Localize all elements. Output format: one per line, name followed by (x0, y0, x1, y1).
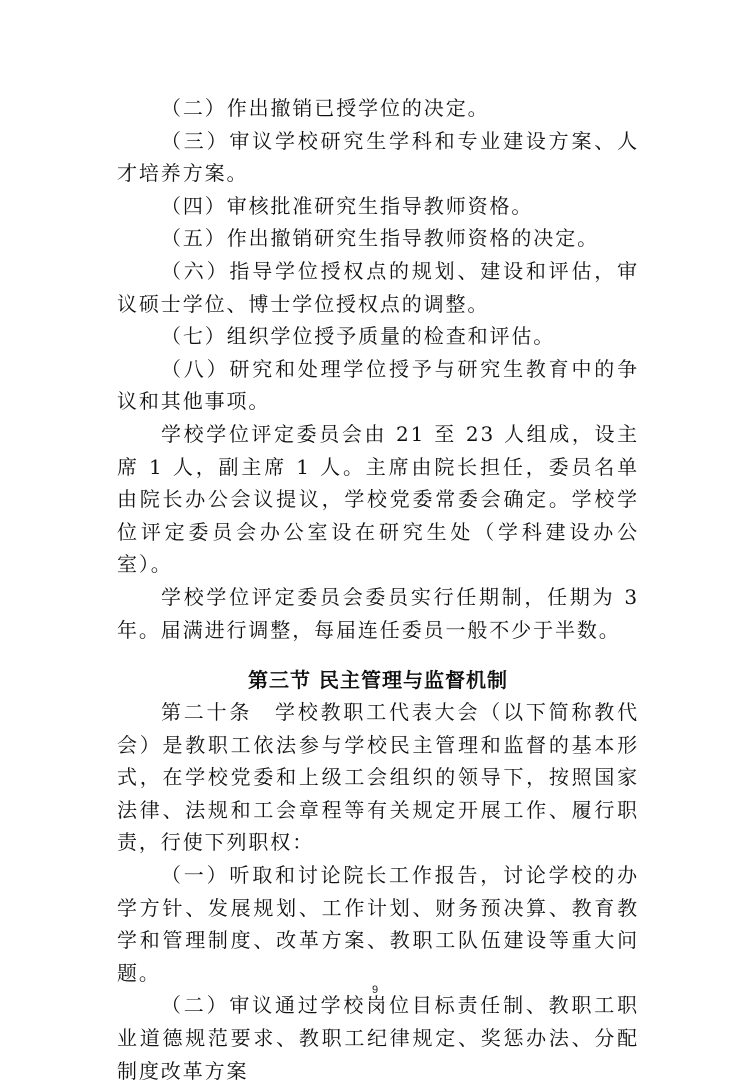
paragraph-committee-term: 学校学位评定委员会委员实行任期制，任期为 3 年。届满进行调整，每届连任委员一般不少于半数。 (117, 584, 639, 642)
paragraph-power-2: （二）审议通过学校岗位目标责任制、教职工职业道德规范要求、教职工纪律规定、奖惩办法、分配制度改革方案 (117, 993, 639, 1083)
paragraph-item-3-discipline-plan: （三）审议学校研究生学科和专业建设方案、人才培养方案。 (117, 128, 639, 186)
paragraph-power-1: （一）听取和讨论院长工作报告，讨论学校的办学方针、发展规划、工作计划、财务预决算、教育教学和管理制度、改革方案、教职工队伍建设等重大问题。 (117, 863, 639, 985)
paragraph-item-7-quality-check: （七）组织学位授予质量的检查和评估。 (161, 324, 556, 349)
paragraph-item-2-revoke-degree: （二）作出撤销已授学位的决定。 (161, 96, 490, 120)
paragraph-item-8-disputes: （八）研究和处理学位授予与研究生教育中的争议和其他事项。 (117, 356, 639, 414)
section-heading: 第三节 民主管理与监督机制 (248, 668, 508, 693)
paragraph-committee-composition: 学校学位评定委员会由 21 至 23 人组成，设主席 1 人，副主席 1 人。主席由院长担任，委员名单由院长办公会议提议，学校党委常委会确定。学校学位评定委员会办公室设在研究生处（学科建设办公室）。 (117, 421, 639, 577)
paragraph-item-6-degree-authorization: （六）指导学位授权点的规划、建设和评估，审议硕士学位、博士学位授权点的调整。 (117, 258, 639, 316)
page-number: 9 (371, 984, 379, 996)
paragraph-article-20: 第二十条 学校教职工代表大会（以下简称教代会）是教职工依法参与学校民主管理和监督的基本形式，在学校党委和上级工会组织的领导下，按照国家法律、法规和工会章程等有关规定开展工作、履行职责，行使下列职权： (117, 700, 639, 855)
document-body (117, 92, 639, 1087)
paragraph-item-4-supervisor-qualification: （四）审核批准研究生指导教师资格。 (161, 193, 534, 218)
paragraph-item-5-revoke-supervisor: （五）作出撤销研究生指导教师资格的决定。 (161, 226, 599, 251)
